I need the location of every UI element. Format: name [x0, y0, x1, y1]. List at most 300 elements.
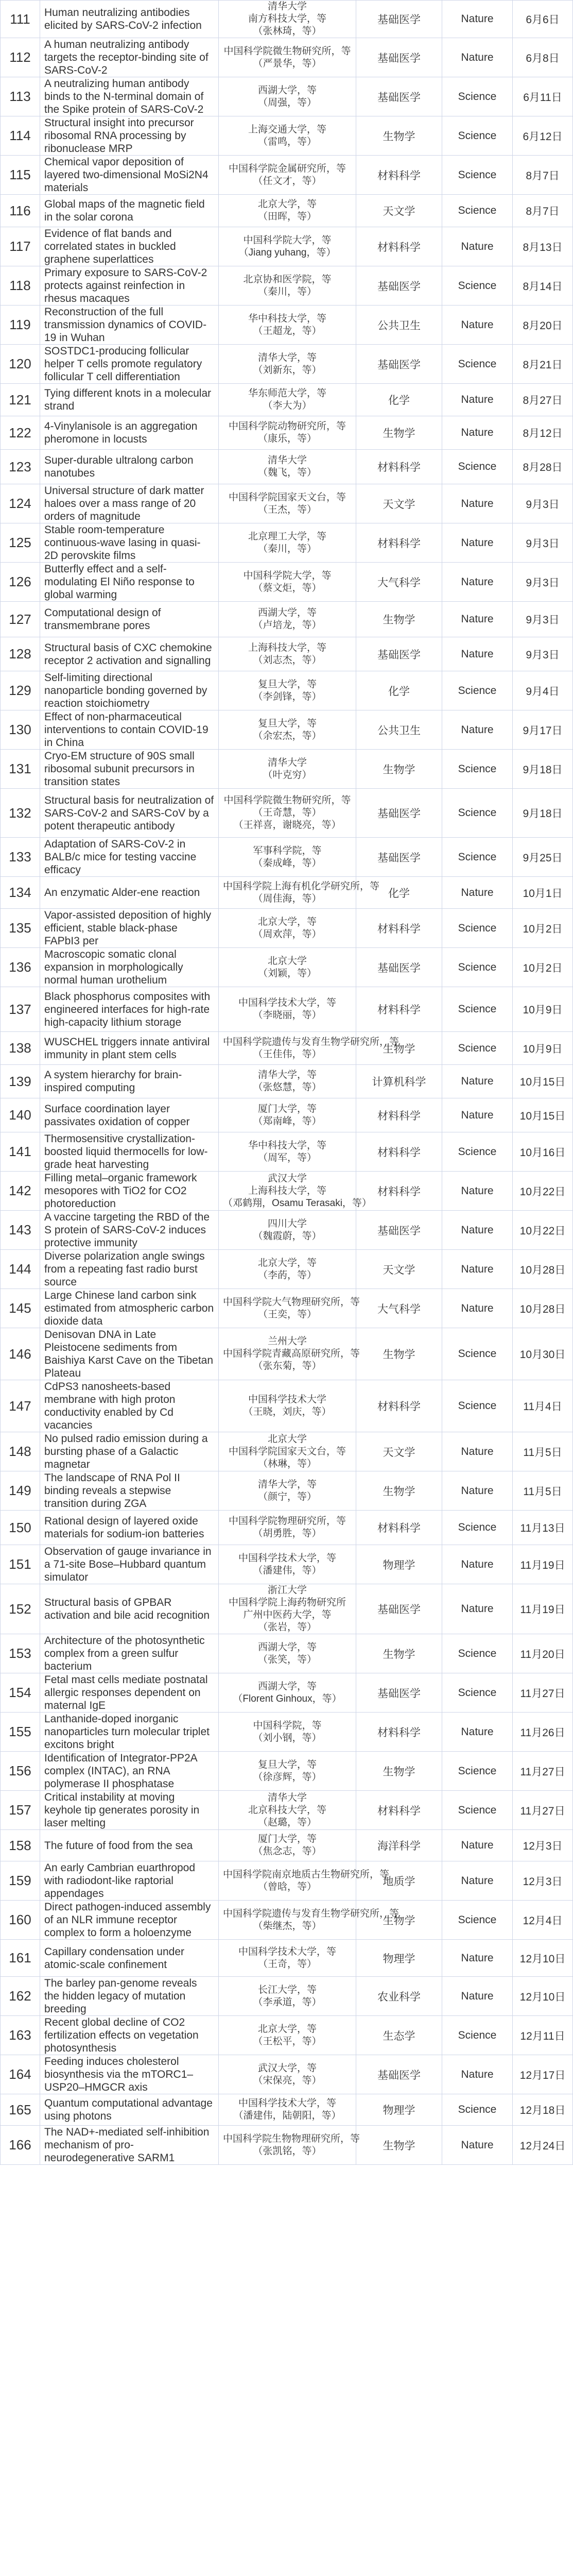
author-line: （柴继杰，等）: [253, 1920, 322, 1931]
author-line: 华中科技大学，等: [248, 313, 326, 324]
table-row: [1, 1250, 573, 1289]
journal-name: Nature: [442, 563, 513, 602]
row-number: 128: [1, 637, 40, 671]
author-institutions: [219, 38, 356, 77]
publish-date: 10月28日: [513, 1289, 573, 1328]
journal-name: Science: [442, 2094, 513, 2126]
article-title: Quantum computational advantage using photons: [40, 2094, 219, 2126]
author-institutions: [219, 909, 356, 948]
table-row: [1, 1328, 573, 1380]
author-institutions: [219, 1432, 356, 1471]
table-row: [1, 2016, 573, 2055]
author-line: 北京大学，等: [257, 199, 317, 210]
publish-date: 9月3日: [513, 637, 573, 671]
table-row: [1, 1861, 573, 1901]
article-title: Recent global decline of CO2 fertilization effects on vegetation photosynthesis: [40, 2016, 219, 2055]
author-institutions: [219, 750, 356, 789]
author-line: 中国科学院遗传与发育生物学研究所，等: [223, 1908, 400, 1919]
row-number: 112: [1, 38, 40, 77]
subject-field: 天文学: [356, 484, 442, 523]
subject-field: 海洋科学: [356, 1830, 442, 1861]
journal-name: Science: [442, 1673, 513, 1713]
publish-date: 6月6日: [513, 1, 573, 38]
author-line: 北京大学: [267, 1433, 307, 1445]
subject-field: 生物学: [356, 1471, 442, 1511]
subject-field: 材料科学: [356, 1791, 442, 1830]
table-row: [1, 38, 573, 77]
author-line: 西湖大学，等: [257, 1641, 317, 1653]
author-institutions: [219, 2016, 356, 2055]
table-row: [1, 484, 573, 523]
author-line: （Florent Ginhoux，等）: [233, 1693, 342, 1704]
row-number: 132: [1, 789, 40, 838]
author-institutions: [219, 710, 356, 750]
author-institutions: [219, 1250, 356, 1289]
journal-name: Science: [442, 1901, 513, 1940]
subject-field: 公共卫生: [356, 710, 442, 750]
article-title: Critical instability at moving keyhole tip generates porosity in laser melting: [40, 1791, 219, 1830]
publish-date: 12月4日: [513, 1901, 573, 1940]
journal-name: Science: [442, 450, 513, 484]
author-line: （张林琦，等）: [253, 26, 322, 37]
row-number: 115: [1, 156, 40, 195]
author-line: （张东菊，等）: [253, 1361, 322, 1371]
author-institutions: [219, 2055, 356, 2094]
author-line: 中国科学院大学，等: [243, 570, 332, 581]
author-institutions: [219, 523, 356, 563]
table-row: [1, 637, 573, 671]
author-line: （张岩，等）: [257, 1622, 317, 1633]
publish-date: 9月3日: [513, 602, 573, 637]
author-institutions: [219, 1098, 356, 1132]
author-line: （周佳海，等）: [253, 893, 322, 904]
journal-name: Nature: [442, 38, 513, 77]
article-title: Global maps of the magnetic field in the solar corona: [40, 195, 219, 227]
row-number: 139: [1, 1065, 40, 1098]
author-line: （卢培龙，等）: [253, 620, 322, 631]
subject-field: 基础医学: [356, 345, 442, 384]
article-title: Reconstruction of the full transmission dynamics of COVID-19 in Wuhan: [40, 306, 219, 345]
article-title: An early Cambrian euarthropod with radiodont-like raptorial appendages: [40, 1861, 219, 1901]
row-number: 141: [1, 1132, 40, 1172]
author-line: （任文才，等）: [253, 175, 322, 187]
publish-date: 12月10日: [513, 1977, 573, 2016]
publish-date: 8月7日: [513, 195, 573, 227]
author-line: 北京大学，等: [257, 916, 317, 927]
journal-name: Science: [442, 2016, 513, 2055]
publish-date: 10月16日: [513, 1132, 573, 1172]
publish-date: 11月27日: [513, 1673, 573, 1713]
article-title: Evidence of flat bands and correlated states in buckled graphene superlattices: [40, 227, 219, 266]
subject-field: 大气科学: [356, 563, 442, 602]
articles-table-body: [1, 1, 573, 2165]
author-line: 中国科学技术大学: [248, 1394, 326, 1405]
author-line: 中国科学院动物研究所，等: [228, 421, 346, 432]
article-title: The future of food from the sea: [40, 1830, 219, 1861]
author-line: 中国科学院，等: [253, 1720, 322, 1731]
author-institutions: [219, 838, 356, 877]
row-number: 114: [1, 116, 40, 156]
row-number: 122: [1, 416, 40, 450]
author-line: （王杰，等）: [257, 504, 317, 515]
subject-field: 大气科学: [356, 1289, 442, 1328]
author-line: （王祥喜，谢晓亮，等）: [233, 820, 341, 831]
author-institutions: [219, 345, 356, 384]
row-number: 117: [1, 227, 40, 266]
table-row: [1, 1211, 573, 1250]
publish-date: 9月4日: [513, 671, 573, 710]
author-line: （赵璐，等）: [257, 1817, 317, 1828]
journal-name: Nature: [442, 306, 513, 345]
author-line: （秦川，等）: [257, 543, 317, 554]
publish-date: 10月2日: [513, 948, 573, 987]
row-number: 147: [1, 1380, 40, 1432]
publish-date: 11月20日: [513, 1634, 573, 1673]
journal-name: Science: [442, 1752, 513, 1791]
journal-name: Nature: [442, 1098, 513, 1132]
publish-date: 11月5日: [513, 1471, 573, 1511]
subject-field: 物理学: [356, 1940, 442, 1977]
subject-field: 材料科学: [356, 1098, 442, 1132]
row-number: 155: [1, 1713, 40, 1752]
table-row: [1, 1065, 573, 1098]
row-number: 157: [1, 1791, 40, 1830]
publish-date: 12月24日: [513, 2126, 573, 2165]
row-number: 118: [1, 266, 40, 306]
author-line: 中国科学院大学，等: [243, 234, 332, 246]
article-title: Butterfly effect and a self-modulating El Niño response to global warming: [40, 563, 219, 602]
article-title: Surface coordination layer passivates oxidation of copper: [40, 1098, 219, 1132]
journal-name: Nature: [442, 1211, 513, 1250]
author-line: （秦川，等）: [257, 286, 317, 297]
author-institutions: [219, 877, 380, 909]
author-line: 中国科学技术大学，等: [238, 2098, 336, 2109]
author-institutions: [219, 1132, 356, 1172]
table-row: [1, 450, 573, 484]
subject-field: 材料科学: [356, 523, 442, 563]
article-title: Human neutralizing antibodies elicited by SARS-CoV-2 infection: [40, 1, 219, 38]
author-line: 清华大学: [267, 1, 307, 12]
author-line: 武汉大学，等: [257, 2062, 317, 2074]
author-institutions: [219, 1977, 356, 2016]
table-row: [1, 77, 573, 116]
author-institutions: [219, 1673, 356, 1713]
author-institutions: [219, 1032, 400, 1065]
author-institutions: [219, 116, 356, 156]
table-row: [1, 948, 573, 987]
author-institutions: [219, 948, 356, 987]
row-number: 160: [1, 1901, 40, 1940]
publish-date: 10月2日: [513, 909, 573, 948]
table-row: [1, 306, 573, 345]
article-title: Direct pathogen-induced assembly of an NLR immune receptor complex to form a holoenzyme: [40, 1901, 219, 1940]
author-line: 中国科学技术大学，等: [238, 1552, 336, 1564]
table-row: [1, 195, 573, 227]
author-line: 武汉大学: [267, 1173, 307, 1184]
row-number: 153: [1, 1634, 40, 1673]
author-line: 中国科学院物理研究所，等: [228, 1516, 346, 1527]
table-row: [1, 2094, 573, 2126]
subject-field: 材料科学: [356, 1380, 442, 1432]
table-row: [1, 1380, 573, 1432]
journal-name: Science: [442, 750, 513, 789]
author-line: 北京科技大学，等: [248, 1804, 326, 1816]
author-line: 军事科学院，等: [253, 845, 322, 856]
journal-name: Nature: [442, 1432, 513, 1471]
article-title: Macroscopic somatic clonal expansion in morphologically normal human urothelium: [40, 948, 219, 987]
author-line: 中国科学院遗传与发育生物学研究所，等: [223, 1036, 400, 1047]
publish-date: 11月27日: [513, 1752, 573, 1791]
table-row: [1, 1634, 573, 1673]
author-line: 华中科技大学，等: [248, 1140, 326, 1151]
author-line: 中国科学院生物物理研究所，等: [223, 2133, 360, 2144]
author-line: 上海科技大学，等: [248, 1185, 326, 1196]
row-number: 142: [1, 1172, 40, 1211]
journal-name: Nature: [442, 384, 513, 416]
author-institutions: [219, 563, 356, 602]
author-line: 复旦大学，等: [257, 679, 317, 690]
article-title: Thermosensitive crystallization-boosted liquid thermocells for low-grade heat harvesting: [40, 1132, 219, 1172]
publish-date: 9月3日: [513, 563, 573, 602]
subject-field: 天文学: [356, 1432, 442, 1471]
subject-field: 材料科学: [356, 909, 442, 948]
author-line: （王佳伟，等）: [253, 1048, 322, 1060]
author-institutions: [219, 306, 356, 345]
journal-name: Science: [442, 116, 513, 156]
publish-date: 12月17日: [513, 2055, 573, 2094]
article-title: Structural insight into precursor ribosomal RNA processing by ribonuclease MRP: [40, 116, 219, 156]
publish-date: 11月19日: [513, 1584, 573, 1634]
article-title: Identification of Integrator-PP2A complex (INTAC), an RNA polymerase II phosphatase: [40, 1752, 219, 1791]
table-row: [1, 1584, 573, 1634]
journal-name: Nature: [442, 1584, 513, 1634]
publish-date: 8月21日: [513, 345, 573, 384]
journal-name: Nature: [442, 1289, 513, 1328]
journal-name: Nature: [442, 637, 513, 671]
author-institutions: [219, 1791, 356, 1830]
publish-date: 9月18日: [513, 789, 573, 838]
publish-date: 9月17日: [513, 710, 573, 750]
author-line: 复旦大学，等: [257, 1759, 317, 1770]
table-row: [1, 750, 573, 789]
article-title: Super-durable ultralong carbon nanotubes: [40, 450, 219, 484]
author-line: 中国科学院青藏高原研究所，等: [223, 1348, 360, 1359]
journal-name: Nature: [442, 1065, 513, 1098]
author-institutions: [219, 1634, 356, 1673]
table-row: [1, 1545, 573, 1584]
article-title: CdPS3 nanosheets-based membrane with high proton conductivity enabled by Cd vacancies: [40, 1380, 219, 1432]
subject-field: 基础医学: [356, 1673, 442, 1713]
author-line: 华东师范大学，等: [248, 388, 326, 399]
article-title: Tying different knots in a molecular strand: [40, 384, 219, 416]
journal-name: Nature: [442, 2126, 513, 2165]
author-line: （李承道，等）: [253, 1996, 322, 2008]
row-number: 152: [1, 1584, 40, 1634]
row-number: 127: [1, 602, 40, 637]
journal-name: Nature: [442, 416, 513, 450]
article-title: WUSCHEL triggers innate antiviral immunity in plant stem cells: [40, 1032, 219, 1065]
author-institutions: [219, 2094, 356, 2126]
subject-field: 物理学: [356, 1545, 442, 1584]
row-number: 158: [1, 1830, 40, 1861]
author-institutions: [219, 195, 356, 227]
row-number: 133: [1, 838, 40, 877]
author-line: 中国科学院大气物理研究所，等: [223, 1296, 360, 1308]
table-row: [1, 1901, 573, 1940]
author-line: 中国科学技术大学，等: [238, 1946, 336, 1957]
subject-field: 生物学: [356, 1752, 442, 1791]
subject-field: 生物学: [356, 116, 442, 156]
table-row: [1, 116, 573, 156]
subject-field: 材料科学: [356, 156, 442, 195]
article-title: Vapor-assisted deposition of highly efficient, stable black-phase FAPbI3 per: [40, 909, 219, 948]
article-title: Stable room-temperature continuous-wave lasing in quasi-2D perovskite films: [40, 523, 219, 563]
author-institutions: [219, 637, 356, 671]
author-institutions: [219, 1511, 356, 1545]
article-title: Universal structure of dark matter haloes over a mass range of 20 orders of magnitude: [40, 484, 219, 523]
author-line: 复旦大学，等: [257, 718, 317, 729]
author-institutions: [219, 1, 356, 38]
subject-field: 基础医学: [356, 789, 442, 838]
row-number: 164: [1, 2055, 40, 2094]
publish-date: 12月18日: [513, 2094, 573, 2126]
article-title: Diverse polarization angle swings from a repeating fast radio burst source: [40, 1250, 219, 1289]
publish-date: 9月25日: [513, 838, 573, 877]
publish-date: 10月9日: [513, 987, 573, 1032]
author-line: 中国科学技术大学，等: [238, 997, 336, 1008]
journal-name: Nature: [442, 1830, 513, 1861]
journal-name: Science: [442, 266, 513, 306]
subject-field: 基础医学: [356, 1, 442, 38]
row-number: 154: [1, 1673, 40, 1713]
author-line: （周强，等）: [257, 97, 317, 108]
author-line: 中国科学院南京地质古生物研究所，等: [223, 1869, 390, 1880]
table-row: [1, 1791, 573, 1830]
journal-name: Nature: [442, 227, 513, 266]
publish-date: 11月13日: [513, 1511, 573, 1545]
row-number: 129: [1, 671, 40, 710]
author-institutions: [219, 450, 356, 484]
row-number: 151: [1, 1545, 40, 1584]
subject-field: 化学: [356, 877, 442, 909]
table-row: [1, 1940, 573, 1977]
author-institutions: [219, 1901, 400, 1940]
journal-name: Nature: [442, 710, 513, 750]
author-line: 长江大学，等: [257, 1984, 317, 1995]
table-row: [1, 909, 573, 948]
author-institutions: [219, 1380, 356, 1432]
author-line: （李菂，等）: [257, 1269, 317, 1281]
journal-name: Science: [442, 838, 513, 877]
table-row: [1, 384, 573, 416]
journal-name: Nature: [442, 1471, 513, 1511]
publish-date: 12月11日: [513, 2016, 573, 2055]
publish-date: 8月7日: [513, 156, 573, 195]
author-line: （Jiang yuhang，等）: [238, 247, 336, 258]
row-number: 116: [1, 195, 40, 227]
journal-name: Nature: [442, 1, 513, 38]
publish-date: 10月9日: [513, 1032, 573, 1065]
author-institutions: [219, 384, 356, 416]
subject-field: 基础医学: [356, 38, 442, 77]
publish-date: 10月15日: [513, 1065, 573, 1098]
subject-field: 生物学: [356, 1634, 442, 1673]
journal-name: Nature: [442, 877, 513, 909]
row-number: 134: [1, 877, 40, 909]
author-line: 清华大学，等: [257, 1070, 317, 1080]
author-institutions: [219, 2126, 360, 2165]
author-institutions: [219, 416, 356, 450]
subject-field: 材料科学: [356, 227, 442, 266]
author-line: （李晓丽，等）: [253, 1010, 322, 1021]
subject-field: 材料科学: [356, 1713, 442, 1752]
table-row: [1, 1511, 573, 1545]
row-number: 138: [1, 1032, 40, 1065]
author-line: （叶克穷）: [263, 769, 312, 781]
article-title: Structural basis of GPBAR activation and bile acid recognition: [40, 1584, 219, 1634]
author-institutions: [219, 1289, 360, 1328]
author-institutions: [219, 1713, 356, 1752]
subject-field: 化学: [356, 671, 442, 710]
subject-field: 材料科学: [356, 1132, 442, 1172]
publish-date: 10月15日: [513, 1098, 573, 1132]
article-title: The barley pan-genome reveals the hidden legacy of mutation breeding: [40, 1977, 219, 2016]
row-number: 166: [1, 2126, 40, 2165]
author-line: 厦门大学，等: [257, 1103, 317, 1114]
table-row: [1, 1172, 573, 1211]
publish-date: 9月18日: [513, 750, 573, 789]
journal-name: Nature: [442, 1861, 513, 1901]
author-line: 南方科技大学，等: [248, 13, 326, 24]
subject-field: 基础医学: [356, 266, 442, 306]
article-title: Observation of gauge invariance in a 71-site Bose–Hubbard quantum simulator: [40, 1545, 219, 1584]
author-line: 四川大学: [267, 1218, 307, 1229]
author-line: （刘新东，等）: [253, 364, 322, 376]
subject-field: 基础医学: [356, 2055, 442, 2094]
article-title: A vaccine targeting the RBD of the S protein of SARS-CoV-2 induces protective immunity: [40, 1211, 219, 1250]
table-row: [1, 1432, 573, 1471]
article-title: Effect of non-pharmaceutical interventions to contain COVID-19 in China: [40, 710, 219, 750]
author-line: （周军，等）: [257, 1152, 317, 1163]
author-line: 中国科学院微生物研究所，等: [223, 795, 351, 806]
author-institutions: [219, 987, 356, 1032]
article-title: Feeding induces cholesterol biosynthesis via the mTORC1–USP20–HMGCR axis: [40, 2055, 219, 2094]
author-line: 西湖大学，等: [257, 1681, 317, 1692]
journal-name: Science: [442, 77, 513, 116]
article-title: A neutralizing human antibody binds to the N-terminal domain of the Spike protein of SARS-CoV-2: [40, 77, 219, 116]
row-number: 140: [1, 1098, 40, 1132]
subject-field: 基础医学: [356, 948, 442, 987]
article-title: Cryo-EM structure of 90S small ribosomal subunit precursors in transition states: [40, 750, 219, 789]
author-line: （张笑，等）: [257, 1654, 317, 1665]
journal-name: Science: [442, 1132, 513, 1172]
author-line: 上海科技大学，等: [248, 642, 326, 653]
journal-name: Nature: [442, 1977, 513, 2016]
journal-name: Science: [442, 1380, 513, 1432]
author-line: 厦门大学，等: [257, 1834, 317, 1844]
subject-field: 地质学: [356, 1861, 442, 1901]
article-title: Structural basis for neutralization of SARS-CoV-2 and SARS-CoV by a potent therapeutic antibody: [40, 789, 219, 838]
author-line: 中国科学院上海有机化学研究所，等: [223, 880, 380, 892]
subject-field: 生物学: [356, 2126, 442, 2165]
author-institutions: [219, 77, 356, 116]
author-line: （徐彦辉，等）: [253, 1771, 322, 1783]
table-row: [1, 1289, 573, 1328]
journal-name: Science: [442, 948, 513, 987]
row-number: 148: [1, 1432, 40, 1471]
author-line: （焦念志，等）: [253, 1846, 322, 1857]
author-line: （颜宁，等）: [257, 1491, 317, 1502]
